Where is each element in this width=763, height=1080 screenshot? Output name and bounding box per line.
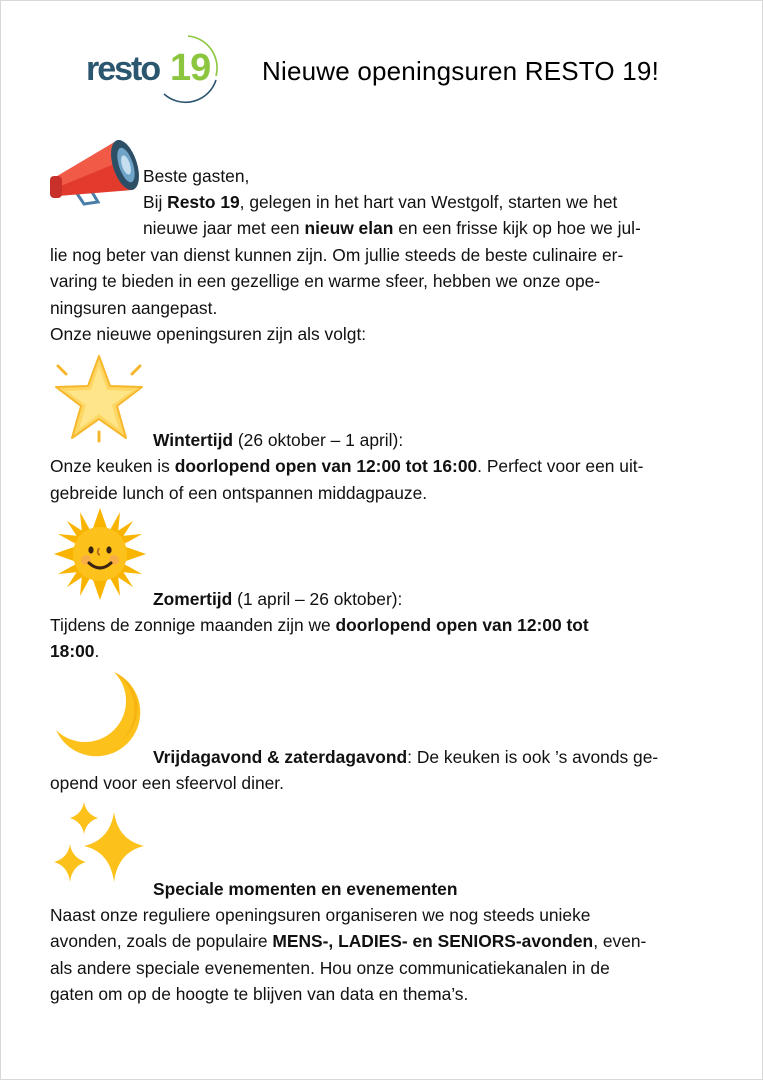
intro-line-6: ningsuren aangepast. — [50, 298, 218, 318]
summer-line-1: Tijdens de zonnige maanden zijn we doorlopend open van 12:00 tot — [50, 615, 589, 635]
crescent-moon-icon — [52, 668, 146, 760]
winter-line-1: Onze keuken is doorlopend open van 12:00 tot 16:00. Perfect voor een uit- — [50, 456, 644, 476]
evening-heading: Vrijdagavond & zaterdagavond: De keuken is ook ’s avonds ge- — [153, 747, 659, 767]
megaphone-icon — [48, 134, 140, 212]
special-line-3: als andere speciale evenementen. Hou onze communicatiekanalen in de — [50, 958, 610, 978]
summer-heading: Zomertijd (1 april – 26 oktober): — [153, 589, 403, 609]
page-title: Nieuwe openingsuren RESTO 19! — [262, 56, 659, 86]
special-heading: Speciale momenten en evenementen — [153, 879, 458, 899]
logo-text-resto: resto — [86, 50, 160, 88]
special-line-4: gaten om op de hoogte te blijven van data en thema’s. — [50, 984, 469, 1004]
intro-line-5: varing te bieden in een gezellige en warme sfeer, hebben we onze ope- — [50, 271, 601, 291]
intro-line-2: Bij Resto 19, gelegen in het hart van Westgolf, starten we het — [143, 192, 618, 212]
intro-line-4: lie nog beter van dienst kunnen zijn. Om jullie steeds de beste culinaire er- — [50, 245, 624, 265]
resto19-logo — [84, 28, 224, 104]
summer-line-2: 18:00. — [50, 641, 100, 661]
logo-text-19: 19 — [170, 47, 211, 89]
sparkles-icon — [52, 800, 146, 890]
intro-line-3: nieuwe jaar met een nieuw elan en een frisse kijk op hoe we jul- — [143, 218, 641, 238]
star-icon — [52, 352, 146, 444]
intro-greeting: Beste gasten, — [143, 166, 250, 186]
winter-heading: Wintertijd (26 oktober – 1 april): — [153, 430, 404, 450]
special-line-2: avonden, zoals de populaire MENS-, LADIES- en SENIORS-avonden, even- — [50, 931, 647, 951]
sun-icon — [54, 508, 146, 600]
winter-line-2: gebreide lunch of een ontspannen middagpauze. — [50, 483, 428, 503]
special-line-1: Naast onze reguliere openingsuren organiseren we nog steeds unieke — [50, 905, 591, 925]
intro-line-7: Onze nieuwe openingsuren zijn als volgt: — [50, 324, 367, 344]
evening-line-2: opend voor een sfeervol diner. — [50, 773, 284, 793]
